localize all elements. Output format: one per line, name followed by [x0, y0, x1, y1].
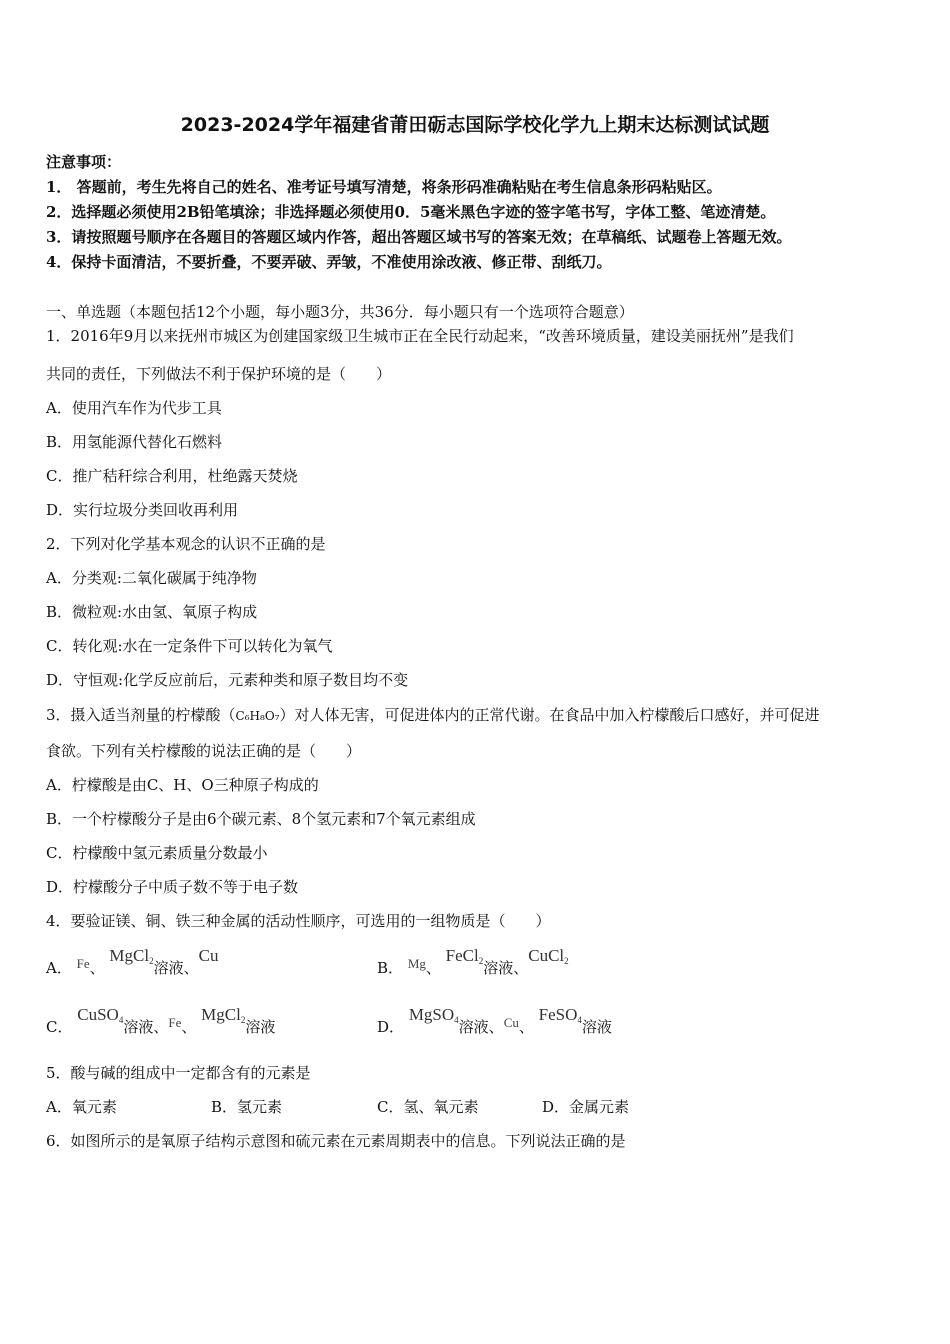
- formula-subscript: 4: [454, 1015, 459, 1025]
- solution-text: 溶液、: [123, 1018, 169, 1036]
- solution-text: 溶液、: [483, 959, 529, 977]
- notice-heading: 注意事项：: [46, 153, 122, 171]
- q3-formula: C₆H₈O₇: [235, 709, 280, 723]
- q1-option-b: B．用氢能源代替化石燃料: [46, 433, 223, 451]
- solution-text: 溶液、: [458, 1018, 504, 1036]
- q4-option-c: [46, 1005, 276, 1042]
- formula: [539, 1005, 582, 1024]
- formula: [446, 946, 484, 965]
- q3-stem-post: ）对人体无害，可促进体内的正常代谢。在食品中加入柠檬酸后口感好，并可促进: [279, 706, 820, 724]
- formula: [201, 1005, 245, 1024]
- q3-option-d: D．柠檬酸分子中质子数不等于电子数: [46, 878, 299, 896]
- notice-item: 1． 答题前，考生先将自己的姓名、准考证号填写清楚，将条形码准确粘贴在考生信息条形码粘贴区。: [46, 178, 722, 196]
- option-label: B．: [377, 959, 404, 977]
- separator: 、: [89, 959, 105, 977]
- formula-text: FeSO: [538, 1005, 578, 1024]
- formula-subscript: 2: [564, 956, 569, 966]
- option-label: C．: [46, 1018, 73, 1036]
- q3-option-b: B．一个柠檬酸分子是由6个碳元素、8个氢元素和7个氧元素组成: [46, 810, 476, 828]
- formula: [77, 1005, 123, 1024]
- q4-option-d: [377, 1005, 612, 1042]
- separator: 、: [518, 1018, 534, 1036]
- q1-stem: 1．2016年9月以来抚州市城区为创建国家级卫生城市正在全民行动起来，“改善环境质量，建设美丽抚州”是我们: [46, 327, 794, 345]
- formula-text: MgCl: [109, 946, 150, 965]
- q5-option-b: B．氢元素: [211, 1098, 283, 1116]
- q1-stem: 共同的责任，下列做法不利于保护环境的是（ ）: [46, 365, 392, 383]
- q4-stem: 4．要验证镁、铜、铁三种金属的活动性顺序，可选用的一组物质是（ ）: [46, 912, 551, 930]
- option-label: A．: [46, 959, 72, 977]
- formula-text: FeCl: [445, 946, 479, 965]
- separator: 、: [425, 959, 441, 977]
- formula: Fe: [168, 1015, 182, 1030]
- formula-subscript: 4: [577, 1015, 582, 1025]
- notice-item: 4．保持卡面清洁，不要折叠，不要弄破、弄皱，不准使用涂改液、修正带、刮纸刀。: [46, 253, 612, 271]
- q4-option-b: [377, 946, 569, 983]
- q5-stem: 5．酸与碱的组成中一定都含有的元素是: [46, 1064, 311, 1082]
- solution-text: 溶液: [245, 1018, 276, 1036]
- q6-stem: 6．如图所示的是氧原子结构示意图和硫元素在元素周期表中的信息。下列说法正确的是: [46, 1132, 626, 1150]
- formula-subscript: 2: [149, 956, 154, 966]
- formula-text: MgSO: [408, 1005, 455, 1024]
- q5-option-a: A．氧元素: [46, 1098, 117, 1116]
- q2-option-b: B．微粒观:水由氢、氧原子构成: [46, 603, 258, 621]
- q4-option-a: [46, 946, 219, 983]
- solution-text: 溶液: [581, 1018, 612, 1036]
- q2-option-a: A．分类观:二氧化碳属于纯净物: [46, 569, 257, 587]
- formula-text: MgCl: [201, 1005, 241, 1024]
- q1-option-c: C．推广秸秆综合利用，杜绝露天焚烧: [46, 467, 298, 485]
- notice-item: 3．请按照题号顺序在各题目的答题区域内作答，超出答题区域书写的答案无效；在草稿纸、试题卷上答题无效。: [46, 228, 792, 246]
- q2-option-d: D．守恒观:化学反应前后，元素种类和原子数目均不变: [46, 671, 409, 689]
- formula-text: CuCl: [528, 946, 565, 965]
- formula: Mg: [407, 956, 426, 971]
- q2-option-c: C．转化观:水在一定条件下可以转化为氧气: [46, 637, 333, 655]
- section-heading: 一、单选题（本题包括12个小题，每小题3分，共36分．每小题只有一个选项符合题意）: [46, 303, 634, 321]
- q3-stem: 食欲。下列有关柠檬酸的说法正确的是（ ）: [46, 742, 362, 760]
- formula-subscript: 2: [478, 956, 484, 966]
- solution-text: 溶液、: [153, 959, 199, 977]
- option-label: D．: [377, 1018, 405, 1036]
- separator: 、: [181, 1018, 197, 1036]
- q3-stem-pre: 3．摄入适当剂量的柠檬酸（: [46, 706, 236, 724]
- q3-option-a: A．柠檬酸是由C、H、O三种原子构成的: [46, 776, 319, 794]
- q5-option-c: C．氢、氧元素: [377, 1098, 479, 1116]
- q3-option-c: C．柠檬酸中氢元素质量分数最小: [46, 844, 268, 862]
- formula-subscript: 2: [240, 1015, 246, 1025]
- q1-option-d: D．实行垃圾分类回收再利用: [46, 501, 239, 519]
- q2-stem: 2．下列对化学基本观念的认识不正确的是: [46, 535, 326, 553]
- formula-text: CuSO: [77, 1005, 119, 1024]
- formula: [409, 1005, 459, 1024]
- q3-stem: [46, 705, 819, 726]
- formula-subscript: 4: [118, 1015, 124, 1025]
- q5-option-d: D．金属元素: [542, 1098, 630, 1116]
- formula: [528, 946, 568, 965]
- formula: Cu: [503, 1015, 519, 1030]
- formula: Cu: [198, 946, 219, 965]
- q1-option-a: A．使用汽车作为代步工具: [46, 399, 222, 417]
- formula: Fe: [76, 956, 90, 971]
- formula: [109, 946, 153, 965]
- page-title: 2023-2024学年福建省莆田砺志国际学校化学九上期末达标测试试题: [180, 114, 770, 136]
- notice-item: 2．选择题必须使用2B铅笔填涂；非选择题必须使用0．5毫米黑色字迹的签字笔书写，字体工整、笔迹清楚。: [46, 203, 776, 221]
